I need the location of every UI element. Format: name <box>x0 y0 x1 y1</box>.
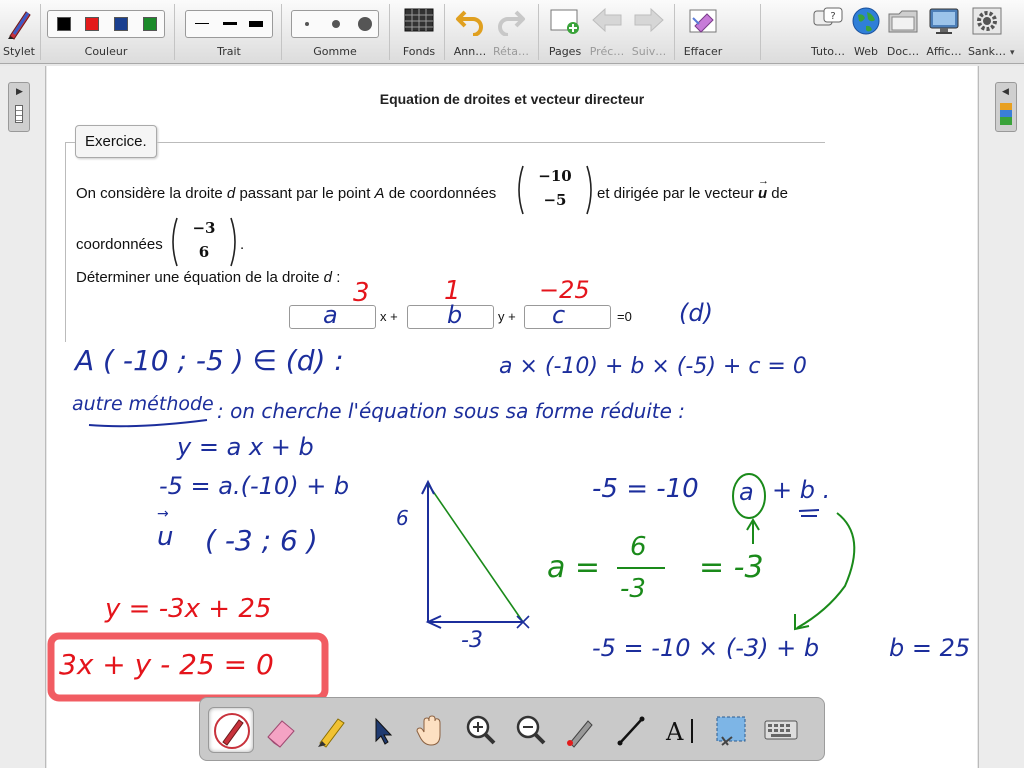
statement-line-1: On considère la droite d passant par le point A de coordonnées <box>76 185 497 202</box>
pen-tool[interactable] <box>208 707 254 753</box>
previous-page-button[interactable]: Préc… <box>590 0 624 64</box>
sankore-settings-button[interactable]: Sank… <box>970 0 1004 64</box>
ink-strokes <box>47 66 977 768</box>
grid-background-icon <box>403 6 435 34</box>
ink-vector-coords: ( -3 ; 6 ) <box>205 524 318 557</box>
circle-around-a <box>733 474 765 518</box>
redo-button[interactable]: Réta… <box>494 0 528 64</box>
main-toolbar: Stylet Couleur Trait Gomme Fonds Ann… Réta… Pages Préc… Suiv… Effacer ? Tuto… Web Doc… Affic… Sank… ▾ <box>0 0 1024 64</box>
exercise-tab: Exercice. <box>75 125 157 158</box>
ink-y-ax-b: y = a x + b <box>177 433 314 461</box>
ink-frac-numerator: 6 <box>630 532 647 562</box>
ink-a-result: = -3 <box>699 550 764 585</box>
zoom-in-icon <box>458 707 504 753</box>
zoom-out-tool[interactable] <box>508 707 554 753</box>
zoom-in-tool[interactable] <box>458 707 504 753</box>
stylus-icon <box>4 6 34 40</box>
ink-a-equals: a = <box>547 550 601 585</box>
arrow-left-icon <box>591 6 623 34</box>
gear-icon <box>971 6 1003 36</box>
expand-toolbar-arrow[interactable]: ▾ <box>1010 48 1015 58</box>
svg-text:?: ? <box>830 11 836 22</box>
ink-triangle-6: 6 <box>396 506 409 530</box>
line-icon <box>608 707 654 753</box>
board-page[interactable] <box>47 66 977 768</box>
ink-substituted-eq: -5 = a.(-10) + b <box>159 472 350 500</box>
speech-bubbles-icon <box>812 6 844 36</box>
vector-u: → u <box>757 175 769 202</box>
color-swatch-red[interactable] <box>85 17 99 31</box>
green-curved-arrow <box>797 513 854 628</box>
triangle-hypotenuse <box>428 484 523 622</box>
background-button[interactable]: Fonds <box>401 0 437 64</box>
capture-tool[interactable] <box>708 707 754 753</box>
pages-list-icon <box>15 105 23 123</box>
statement-period: . <box>240 236 245 253</box>
eraser-icon <box>258 707 304 753</box>
left-panel <box>0 66 46 768</box>
right-panel-toggle[interactable] <box>995 82 1017 132</box>
folder-icon <box>887 6 919 36</box>
text-tool[interactable] <box>658 707 704 753</box>
color-swatch-green[interactable] <box>143 17 157 31</box>
add-page-icon <box>549 6 581 36</box>
underline-stroke <box>89 420 207 426</box>
right-panel <box>978 66 1024 768</box>
ink-right-b: + b . <box>772 476 831 504</box>
globe-icon <box>851 6 881 36</box>
x-plus-label: x + <box>380 309 398 324</box>
color-swatch-blue[interactable] <box>114 17 128 31</box>
screen-capture-icon <box>708 707 754 753</box>
ink-vector-u: → u <box>157 506 174 552</box>
vector-y: 6 <box>198 243 210 261</box>
line-thin[interactable] <box>195 23 209 24</box>
highlighter-icon <box>308 707 354 753</box>
collapse-arrow-icon: ◀ <box>1002 87 1009 97</box>
ink-forme-reduite: : on cherche l'équation sous sa forme réduite : <box>217 399 686 423</box>
arrow-pointer-icon <box>358 707 404 753</box>
statement-line-1-end: et dirigée par le vecteur → u de <box>597 175 788 202</box>
clear-button[interactable]: Effacer <box>686 0 720 64</box>
keyboard-icon <box>758 707 804 753</box>
monitor-icon <box>928 6 960 36</box>
statement-line-2: coordonnées <box>76 236 163 253</box>
eraser-medium[interactable] <box>332 20 340 28</box>
ink-substitution: a × (-10) + b × (-5) + c = 0 <box>499 354 807 379</box>
ink-answer-a: a <box>323 301 338 329</box>
color-swatch-black[interactable] <box>57 17 71 31</box>
color-picker <box>47 10 165 38</box>
tutorial-button[interactable]: ? Tuto… <box>812 0 844 64</box>
underline-b <box>799 510 819 516</box>
text-icon <box>658 707 704 753</box>
documents-button[interactable]: Doc… <box>887 0 919 64</box>
library-icon <box>1000 103 1012 125</box>
ink-right-a: a <box>739 478 754 506</box>
stylet-button[interactable]: Stylet <box>2 0 36 64</box>
equals-zero-label: =0 <box>617 309 632 324</box>
laser-pointer-icon <box>558 707 604 753</box>
left-panel-toggle[interactable] <box>8 82 30 132</box>
web-button[interactable]: Web <box>850 0 882 64</box>
document-title: Equation de droites et vecteur directeur <box>379 91 645 107</box>
ink-solve-b: -5 = -10 × (-3) + b <box>592 634 820 662</box>
ink-final-equation: 3x + y - 25 = 0 <box>59 648 274 681</box>
red-answer-highlight <box>51 636 325 698</box>
point-y: −5 <box>543 191 567 209</box>
ink-label-d: (d) <box>679 299 713 327</box>
line-medium[interactable] <box>223 22 237 25</box>
ink-triangle-minus3: -3 <box>461 628 483 653</box>
eraser-size-picker <box>291 10 379 38</box>
ink-red-minus-25: −25 <box>539 276 590 304</box>
eraser-small[interactable] <box>305 22 309 26</box>
ink-reduced-form: y = -3x + 25 <box>105 594 272 624</box>
highlighter-tool[interactable] <box>308 707 354 753</box>
display-button[interactable]: Affic… <box>927 0 961 64</box>
ink-frac-denominator: -3 <box>620 574 646 604</box>
statement-line-3: Déterminer une équation de la droite d : <box>76 269 341 286</box>
laser-pointer-tool[interactable] <box>558 707 604 753</box>
line-tool[interactable] <box>608 707 654 753</box>
zoom-out-icon <box>508 707 554 753</box>
eraser-tool[interactable] <box>258 707 304 753</box>
undo-icon <box>455 6 485 36</box>
expand-arrow-icon: ▶ <box>16 87 23 97</box>
green-arrow-up <box>747 520 759 544</box>
ink-red-1: 1 <box>444 276 461 306</box>
ink-red-3: 3 <box>353 278 370 308</box>
virtual-keyboard-tool[interactable] <box>758 707 804 753</box>
undo-button[interactable]: Ann… <box>453 0 487 64</box>
svg-text:A: A <box>666 718 684 746</box>
line-thick[interactable] <box>249 21 263 27</box>
ink-answer-c: c <box>552 301 566 329</box>
clear-page-icon <box>687 6 719 36</box>
redo-icon <box>496 6 526 36</box>
ink-b-value: b = 25 <box>889 634 971 662</box>
hand-tool[interactable] <box>408 707 454 753</box>
point-x: −10 <box>538 167 572 185</box>
hand-icon <box>408 707 454 753</box>
vector-x: −3 <box>192 219 216 237</box>
line-width-picker <box>185 10 273 38</box>
y-plus-label: y + <box>498 309 516 324</box>
selector-tool[interactable] <box>358 707 404 753</box>
ink-answer-b: b <box>447 301 463 329</box>
next-page-button[interactable]: Suiv… <box>632 0 666 64</box>
ink-autre-methode: autre méthode <box>72 393 214 415</box>
ink-point-in-line: A ( -10 ; -5 ) ∈ (d) : <box>75 344 344 377</box>
ink-right-equation: -5 = -10 <box>592 474 699 504</box>
pen-icon <box>209 708 255 754</box>
arrow-right-icon <box>633 6 665 34</box>
pages-button[interactable]: Pages <box>548 0 582 64</box>
tools-palette <box>199 697 825 761</box>
eraser-large[interactable] <box>358 17 372 31</box>
